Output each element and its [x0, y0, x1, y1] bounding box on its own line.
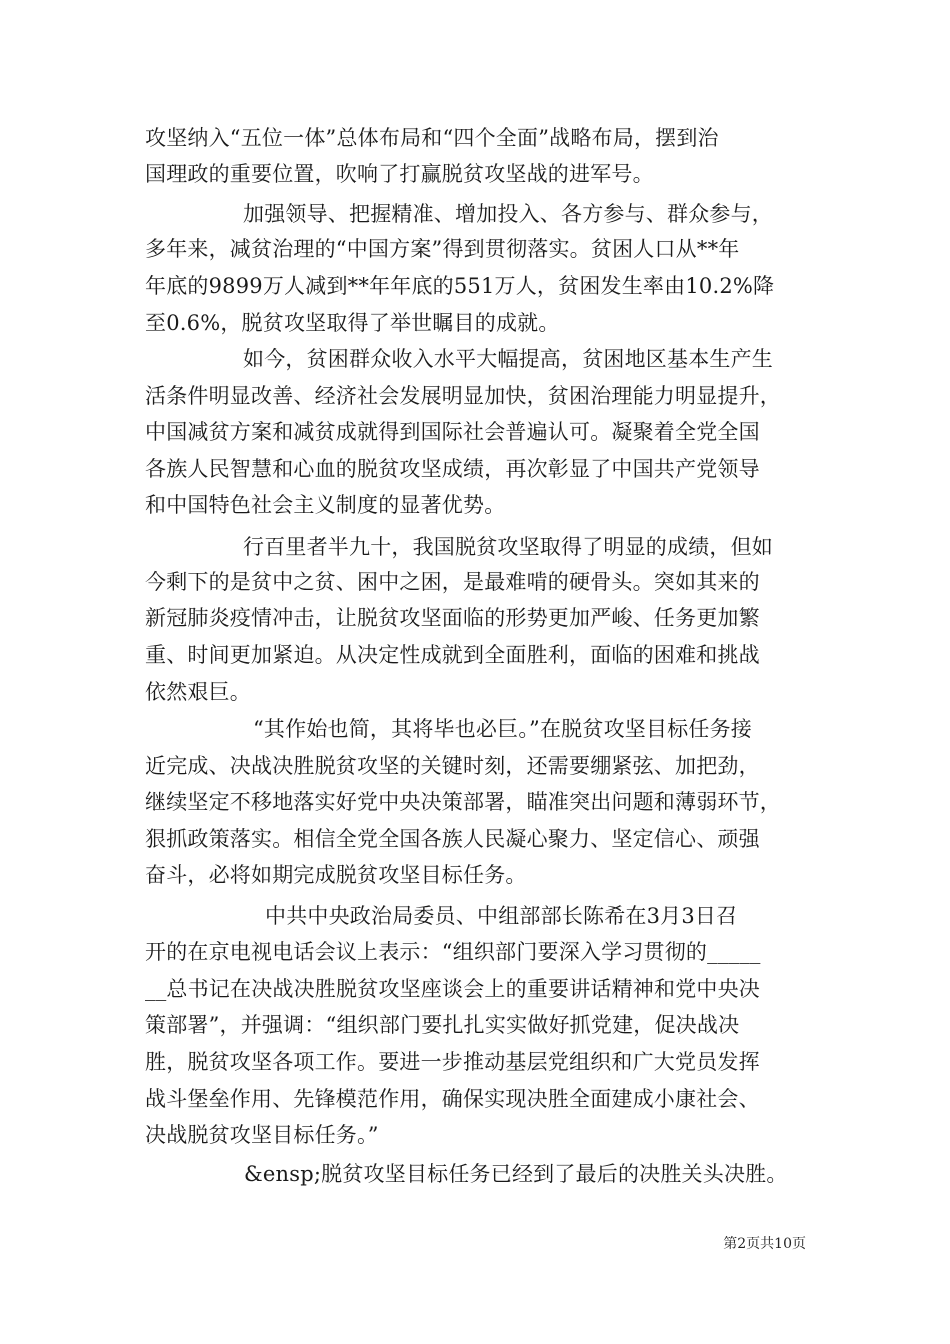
- text-line: 中国减贫方案和减贫成就得到国际社会普遍认可。凝聚着全党全国: [145, 420, 760, 444]
- text-line: 重、时间更加紧迫。从决定性成就到全面胜利，面临的困难和挑战: [145, 643, 760, 667]
- text-line: 策部署”，并强调：“组织部门要扎扎实实做好抓党建，促决战决: [145, 1013, 740, 1037]
- page-number-footer: 第2页共10页: [723, 1236, 806, 1252]
- paragraph-start: 中共中央政治局委员、中组部部长陈希在3月3日召: [265, 904, 738, 928]
- text-line: 多年来，减贫治理的“中国方案”得到贯彻落实。贫困人口从**年: [145, 237, 740, 261]
- text-line: 战斗堡垒作用、先锋模范作用，确保实现决胜全面建成小康社会、: [145, 1087, 760, 1111]
- text-line: 决战脱贫攻坚目标任务。”: [145, 1123, 379, 1147]
- text-line: 继续坚定不移地落实好党中央决策部署，瞄准突出问题和薄弱环节，: [145, 790, 781, 814]
- text-line: __总书记在决战决胜脱贫攻坚座谈会上的重要讲话精神和党中央决: [145, 977, 760, 1001]
- text-line: 开的在京电视电话会议上表示：“组织部门要深入学习贯彻的_____: [145, 940, 761, 964]
- paragraph-start: 加强领导、把握精准、增加投入、各方参与、群众参与，: [243, 202, 773, 226]
- paragraph-start: 行百里者半九十，我国脱贫攻坚取得了明显的成绩，但如: [243, 535, 773, 559]
- paragraph-start: “其作始也简，其将毕也必巨。”在脱贫攻坚目标任务接: [253, 717, 752, 741]
- text-line: 近完成、决战决胜脱贫攻坚的关键时刻，还需要绷紧弦、加把劲，: [145, 754, 760, 778]
- text-line: 活条件明显改善、经济社会发展明显加快，贫困治理能力明显提升，: [145, 384, 781, 408]
- paragraph-start: &ensp;脱贫攻坚目标任务已经到了最后的决胜关头决胜。: [244, 1162, 788, 1186]
- text-line: 今剩下的是贫中之贫、困中之困，是最难啃的硬骨头。突如其来的: [145, 570, 760, 594]
- text-line: 胜，脱贫攻坚各项工作。要进一步推动基层党组织和广大党员发挥: [145, 1050, 760, 1074]
- paragraph-start: 如今，贫困群众收入水平大幅提高，贫困地区基本生产生: [243, 347, 773, 371]
- text-line: 依然艰巨。: [145, 680, 251, 704]
- text-line: 奋斗，必将如期完成脱贫攻坚目标任务。: [145, 863, 527, 887]
- text-line: 狠抓政策落实。相信全党全国各族人民凝心聚力、坚定信心、顽强: [145, 827, 760, 851]
- text-line: 年底的9899万人减到**年年底的551万人，贫困发生率由10.2%降: [145, 274, 775, 298]
- text-line: 至0.6%，脱贫攻坚取得了举世瞩目的成就。: [145, 311, 560, 335]
- text-line: 各族人民智慧和心血的脱贫攻坚成绩，再次彰显了中国共产党领导: [145, 457, 760, 481]
- text-line: 新冠肺炎疫情冲击，让脱贫攻坚面临的形势更加严峻、任务更加繁: [145, 606, 760, 630]
- text-line: 攻坚纳入“五位一体”总体布局和“四个全面”战略布局，摆到治: [145, 126, 719, 150]
- text-line: 和中国特色社会主义制度的显著优势。: [145, 493, 506, 517]
- text-line: 国理政的重要位置，吹响了打赢脱贫攻坚战的进军号。: [145, 162, 654, 186]
